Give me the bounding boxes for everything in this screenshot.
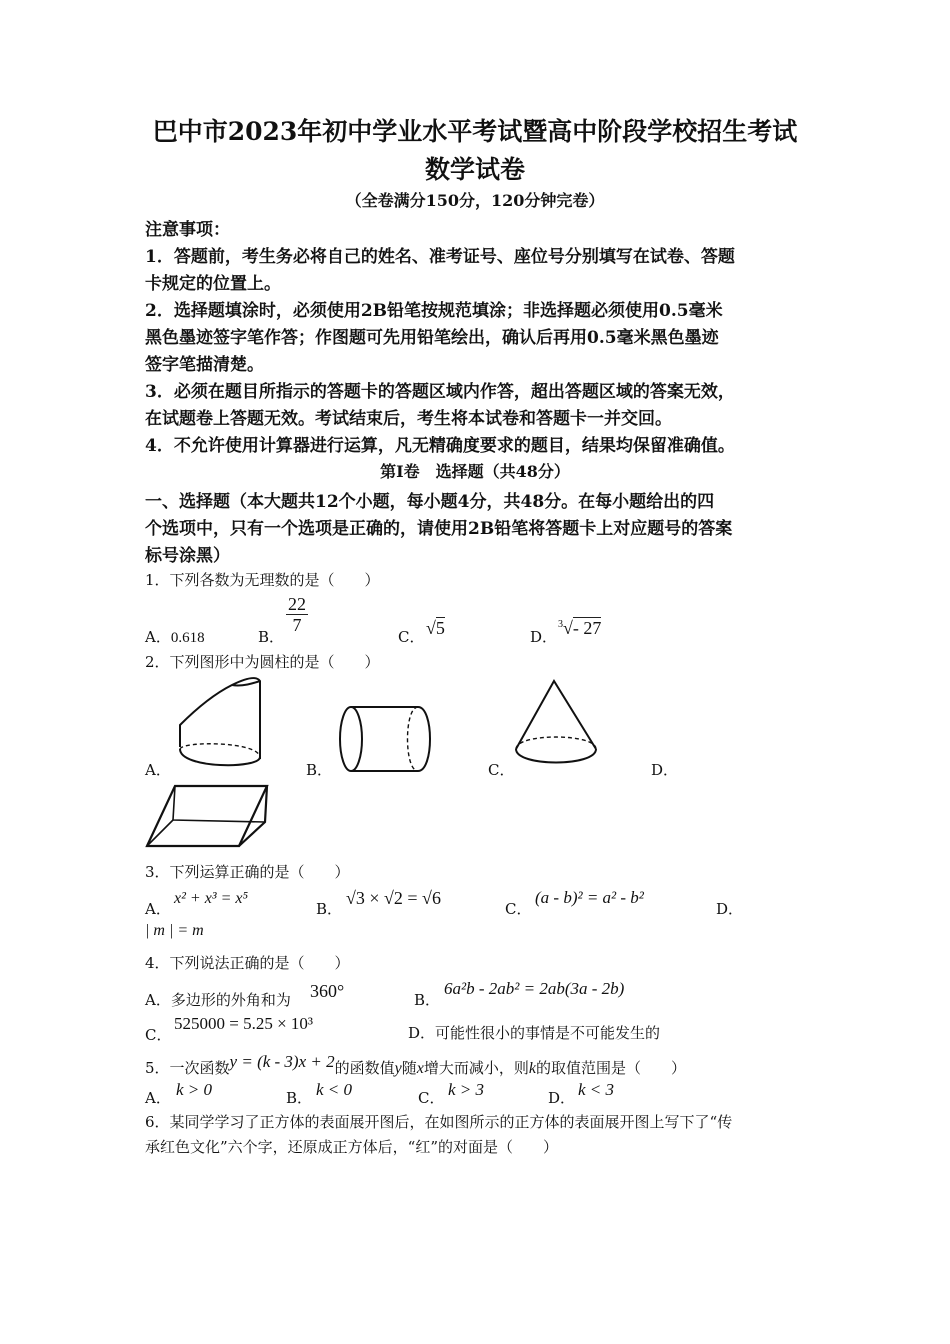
q5-option-c-label: C． [418, 1089, 445, 1107]
q2-stem: 2．下列图形中为圆柱的是（ ） [145, 653, 380, 671]
q4-option-b-math: 6a²b - 2ab² = 2ab(3a - 2b) [444, 979, 625, 998]
exam-info: （全卷满分150分，120分钟完卷） [345, 191, 605, 210]
page-title: 巴中市2023年初中学业水平考试暨高中阶段学校招生考试 [152, 117, 798, 146]
q5-option-b-label: B． [286, 1089, 313, 1107]
prism-figure [143, 780, 271, 850]
cylinder-figure [338, 703, 433, 775]
q2-option-a-label: A． [145, 761, 171, 779]
q3-option-a-expr: x² + x³ = x⁵ [174, 890, 249, 907]
q3-option-a-label: A． [145, 900, 171, 918]
q5-option-a-label: A． [145, 1089, 171, 1107]
q3-option-c-expr: (a - b)² = a² - b² [535, 888, 644, 907]
q4-option-a-math: 360° [310, 981, 345, 1001]
notice-line: 签字笔描清楚。 [145, 355, 264, 375]
q5-stem: 5．一次函数y = (k - 3)x + 2的函数值y随x增大而减小，则k的取值范围是（ ） [145, 1052, 687, 1077]
q4-option-a: A．多边形的外角和为 [145, 991, 291, 1009]
q5-option-c-math: k > 3 [448, 1080, 485, 1099]
q3-option-d-expr: | m | = m [145, 922, 204, 939]
q3-stem: 3．下列运算正确的是（ ） [145, 863, 350, 881]
notice-line: 4．不允许使用计算器进行运算，凡无精确度要求的题目，结果均保留准确值。 [145, 436, 735, 456]
notice-line: 在试题卷上答题无效。考试结束后，考生将本试卷和答题卡一并交回。 [145, 409, 672, 429]
q1-option-c-radical: √5 [426, 618, 445, 638]
q3-option-d-label: D． [716, 900, 744, 918]
q1-option-d-radical: $^3$√- 27 [558, 618, 602, 638]
q3-option-c-label: C． [505, 900, 532, 918]
slanted-cylinder-figure [172, 673, 264, 771]
q2-option-c-label: C． [488, 761, 515, 779]
q1-option-d-label: D． [530, 628, 558, 646]
q4-option-d: D．可能性很小的事情是不可能发生的 [408, 1024, 661, 1042]
notice-line: 黑色墨迹签字笔作答；作图题可先用铅笔绘出，确认后再用0.5毫米黑色墨迹 [145, 328, 719, 348]
notice-line: 1．答题前，考生务必将自己的姓名、准考证号、座位号分别填写在试卷、答题 [145, 247, 735, 267]
notice-line: 3．必须在题目所指示的答题卡的答题区域内作答，超出答题区域的答案无效， [145, 382, 735, 402]
q4-option-b-label: B． [414, 991, 441, 1009]
cone-figure [512, 677, 600, 769]
q2-option-b-label: B． [306, 761, 333, 779]
q6-stem-line: 6．某同学学习了正方体的表面展开图后，在如图所示的正方体的表面展开图上写下了“传 [145, 1113, 733, 1131]
section-intro: 标号涂黑） [145, 546, 230, 566]
section-intro: 一、选择题（本大题共12个小题，每小题4分，共48分。在每小题给出的四 [145, 492, 715, 512]
section-intro: 个选项中，只有一个选项是正确的，请使用2B铅笔将答题卡上对应题号的答案 [145, 519, 733, 539]
q6-stem-line: 承红色文化”六个字，还原成正方体后，“红”的对面是（ ） [145, 1138, 559, 1156]
q5-option-a-math: k > 0 [176, 1080, 213, 1099]
q2-option-d-label: D． [651, 761, 679, 779]
q4-option-c-label: C． [145, 1026, 172, 1044]
q3-option-b-label: B． [316, 900, 343, 918]
q5-option-d-label: D． [548, 1089, 576, 1107]
q1-stem: 1．下列各数为无理数的是（ ） [145, 571, 380, 589]
section-heading: 第I卷 选择题（共48分） [380, 462, 570, 481]
q1-option-b-fraction: $\frac{22}{7}$ [288, 594, 306, 635]
q4-stem: 4．下列说法正确的是（ ） [145, 954, 350, 972]
q1-option-c-label: C． [398, 628, 425, 646]
q1-option-a: A．0.618 [145, 628, 205, 646]
notice-line: 2．选择题填涂时，必须使用2B铅笔按规范填涂；非选择题必须使用0.5毫米 [145, 301, 723, 321]
notice-heading: 注意事项： [145, 220, 230, 240]
q4-option-c-math: 525000 = 5.25 × 10³ [174, 1014, 314, 1033]
q3-option-b-expr: √3 × √2 = √6 [346, 888, 441, 908]
q1-option-b-label: B． [258, 628, 285, 646]
page-subtitle-title: 数学试卷 [424, 155, 525, 184]
q5-option-b-math: k < 0 [316, 1080, 353, 1099]
q5-option-d-math: k < 3 [578, 1080, 615, 1099]
notice-line: 卡规定的位置上。 [145, 274, 281, 294]
